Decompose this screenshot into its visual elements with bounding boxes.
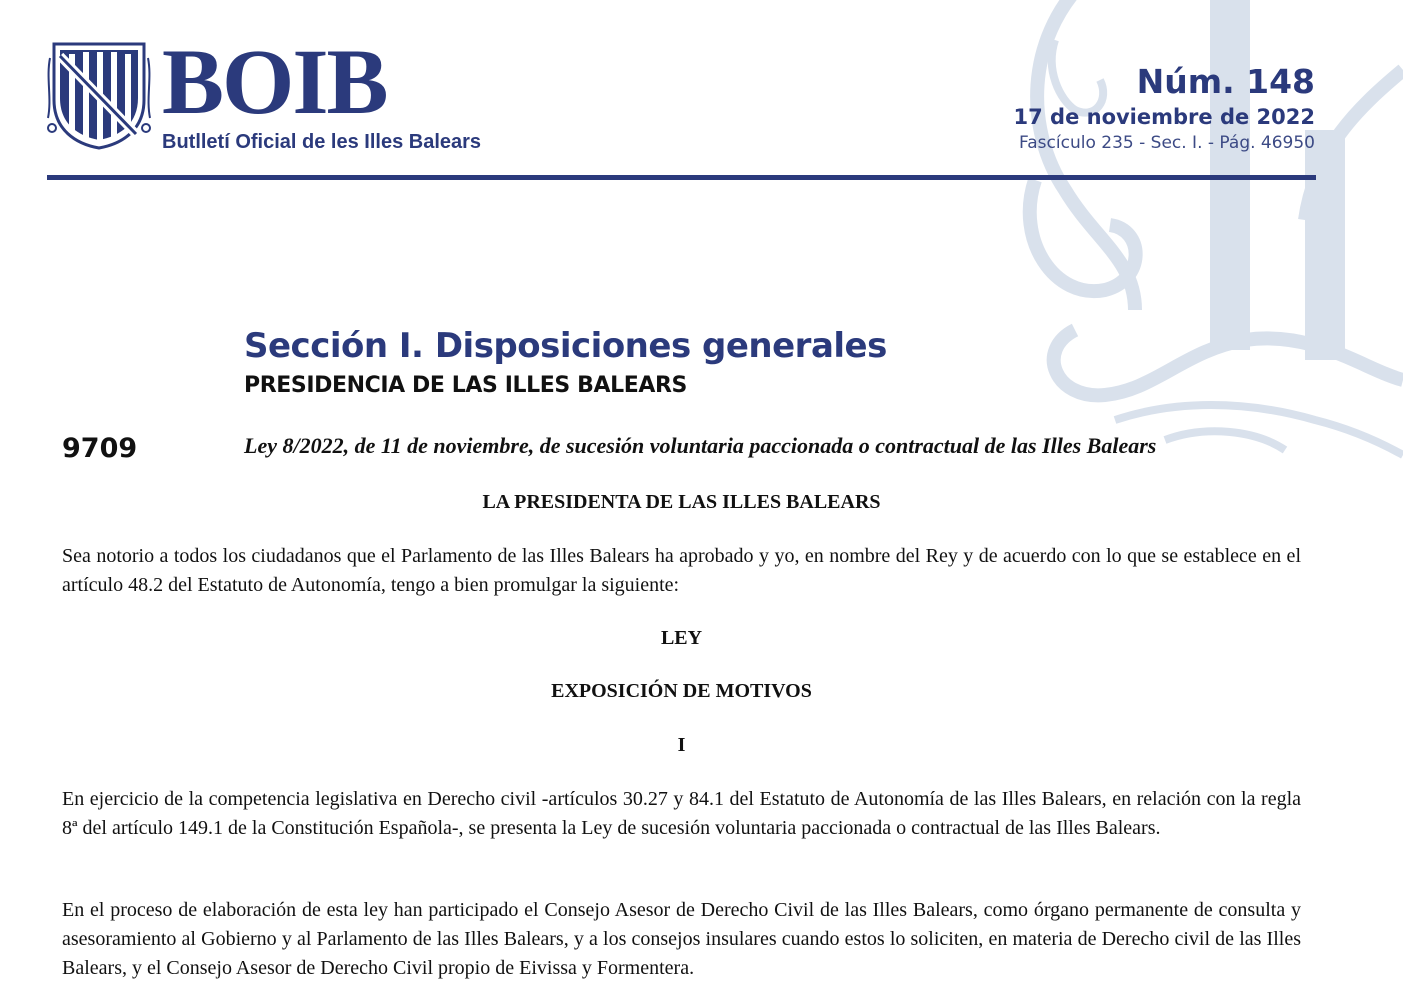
authority-heading: LA PRESIDENTA DE LAS ILLES BALEARS <box>482 491 881 513</box>
motives-heading: EXPOSICIÓN DE MOTIVOS <box>551 680 812 702</box>
issue-fascicle: Fascículo 235 - Sec. I. - Pág. 46950 <box>1019 133 1315 153</box>
brand-block <box>162 31 482 154</box>
brand-subtitle: Butlletí Oficial de les Illes Balears <box>162 131 482 153</box>
issue-info <box>1014 62 1316 154</box>
body-paragraph: En ejercicio de la competencia legislativa en Derecho civil -artículos 30.27 y 84.1 del Estatuto de Autonomía de las Illes Balears, en relación con la regla 8ª del artículo 149.1 de la Constitución Española-, se presenta la Ley de sucesión voluntaria paccionada o contractual de las Illes Balears. <box>62 788 1301 839</box>
document-number: 9709 <box>62 433 138 464</box>
law-heading: LEY <box>660 627 703 649</box>
issue-number: Núm. 148 <box>1136 62 1315 101</box>
brand-name: BOIB <box>162 31 387 134</box>
issuing-organism: PRESIDENCIA DE LAS ILLES BALEARS <box>244 373 687 398</box>
section-title: Sección I. Disposiciones generales <box>244 326 887 366</box>
law-title: Ley 8/2022, de 11 de noviembre, de sucesión voluntaria paccionada o contractual de las Illes Balears <box>244 433 1157 458</box>
promulgation-paragraph: Sea notorio a todos los ciudadanos que el Parlamento de las Illes Balears ha aprobado y yo, en nombre del Rey y de acuerdo con lo que se establece en el artículo 48.2 del Estatuto de Autonomía, tengo a bien promulgar la siguiente: <box>62 545 1301 596</box>
chapter-numeral: I <box>677 734 686 756</box>
issue-date: 17 de noviembre de 2022 <box>1013 105 1315 129</box>
body-paragraph: En el proceso de elaboración de esta ley han participado el Consejo Asesor de Derecho Civil de las Illes Balears, como órgano permanente de consulta y asesoramiento al Gobierno y al Parlamento de las Illes Balears, y a los consejos insulares cuando estos lo soliciten, en materia de Derecho civil de las Illes Balears, y el Consejo Asesor de Derecho Civil propio de Eivissa y Formentera. <box>62 899 1301 979</box>
header-divider <box>47 175 1316 180</box>
boib-emblem-logo <box>46 38 152 150</box>
